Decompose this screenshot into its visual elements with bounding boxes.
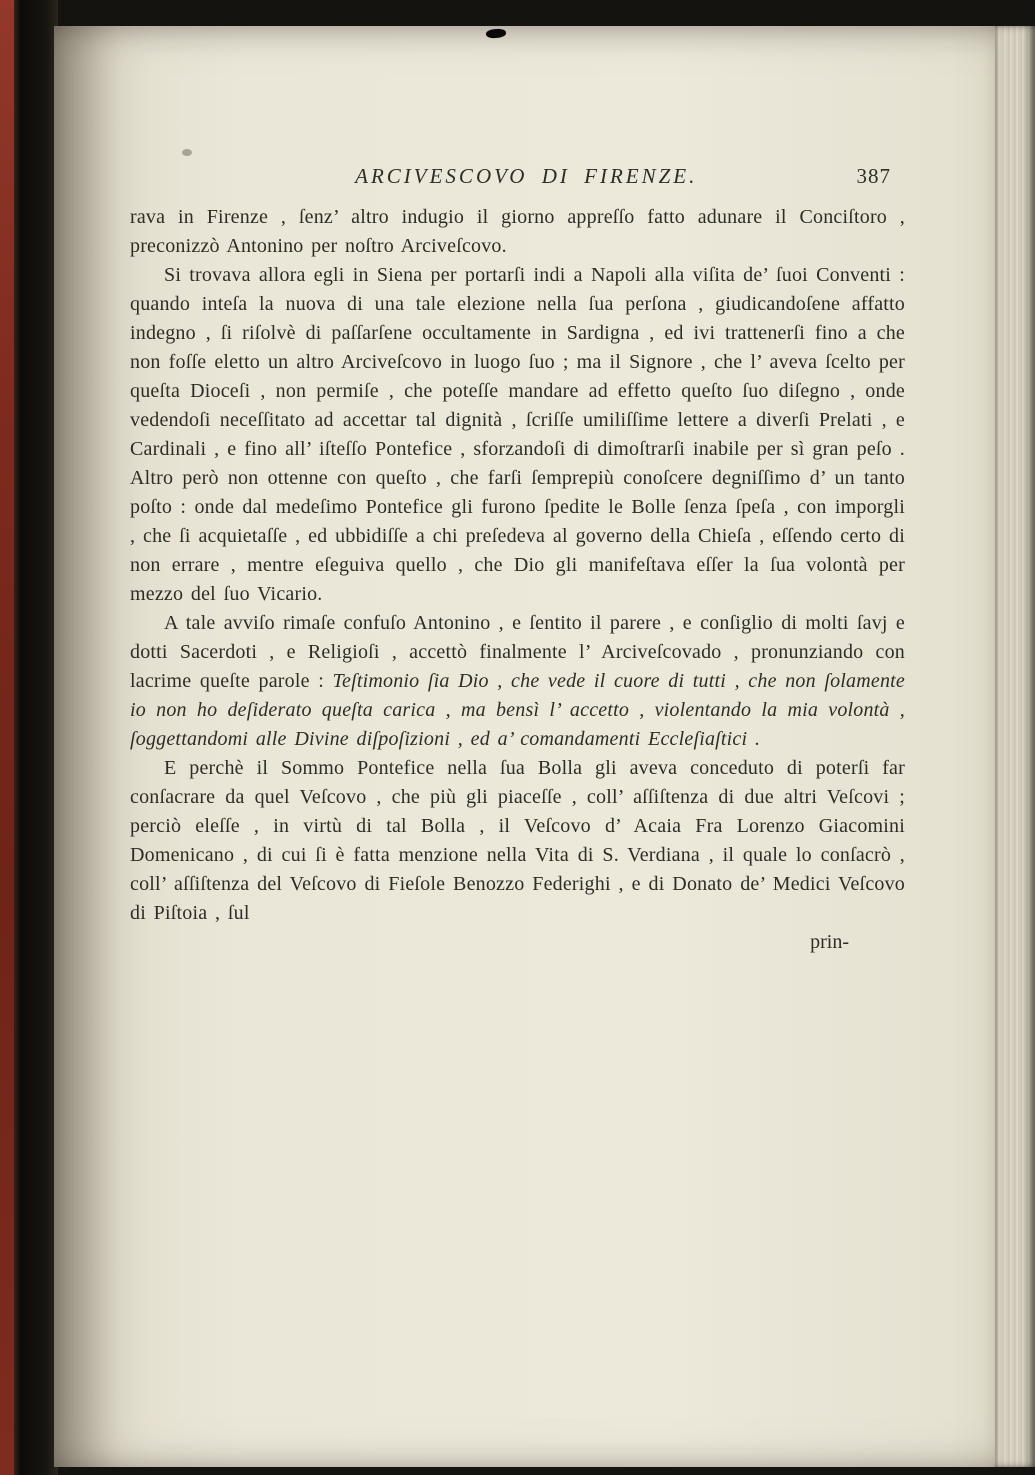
book-cover-spine [0,0,14,1475]
page-header [130,164,905,189]
paragraph [130,203,905,261]
body-text: Si trovava allora egli in Siena per portarſi indi a Napoli alla viſita de’ ſuoi Conventi : quando inteſa la nuova di una tale elezione nella ſua perſona , giudicandoſene affatto indegno , ſi riſolvè di paſſarſene occultamente in Sardigna , ed ivi trattenerſi fino a che non foſſe eletto un altro Arciveſcovo in luogo ſuo ; ma il Signore , che l’ aveva ſcelto per queſta Dioceſi , non permiſe , che poteſſe mandare ad effetto queſto ſuo diſegno , onde vedendoſi neceſſitato ad accettar tal dignità , ſcriſſe umiliſſime lettere a diverſi Prelati , e Cardinali , e fino all’ iſteſſo Pontefice , sforzandoſi di dimoſtrarſi inabile per sì gran peſo . Altro però non ottenne con queſto , che farſi ſemprepiù conoſcere degniſſimo d’ un tanto poſto : onde dal medeſimo Pontefice gli furono ſpedite le Bolle ſenza ſpeſa , con imporgli , che ſi acquietaſſe , ed ubbidiſſe a chi preſedeva al governo della Chieſa , eſſendo certo di non errare , mentre eſeguiva quello , che Dio gli manifeſtava eſſer la ſua volontà per mezzo del ſuo Vicario. [130,264,905,605]
body-text: E perchè il Sommo Pontefice nella ſua Bolla gli aveva conceduto di poterſi far conſacrare da quel Veſcovo , che più gli piaceſſe , coll’ aſſiſtenza di due altri Veſcovi ; perciò eleſſe , in virtù di tal Bolla , il Veſcovo d’ Acaia Fra Lorenzo Giacomini Domenicano , di cui ſi è fatta menzione nella Vita di S. Verdiana , il quale lo conſacrò , coll’ aſſiſtenza del Veſcovo di Fieſole Benozzo Federighi , e di Donato de’ Medici Veſcovo di Piſtoia , ſul [130,757,905,924]
binding-shadow [20,0,58,1475]
running-title: ARCIVESCOVO DI FIRENZE. [355,164,698,188]
body-text: A tale avviſo rimaſe confuſo Antonino , e ſentito il parere , e conſiglio di molti ſavj e dotti Sacerdoti , e Religioſi , accettò finalmente l’ Arciveſcovado , pronunziando con lacrime queſte parole : [130,612,905,692]
paragraph [130,754,905,928]
scan-flaw [182,149,192,156]
paragraph [130,261,905,609]
page-number: 387 [856,164,891,188]
page-scan [54,26,995,1467]
text-block [130,203,905,928]
paragraph [130,609,905,754]
page-edges [995,26,1035,1467]
page-content [130,164,905,957]
catchword: prin- [810,931,849,953]
body-text: rava in Firenze , ſenz’ altro indugio il giorno appreſſo fatto adunare il Conciſtoro , preconizzò Antonino per noſtro Arciveſcovo. [130,206,905,257]
quoted-italic-text: Teſtimonio ſia Dio , che vede il cuore di tutti , che non ſolamente io non ho deſiderato queſta carica , ma bensì l’ accetto , violentando la mia volontà , ſoggettandomi alle Divine diſpoſizioni , ed a’ comandamenti Eccleſiaſtici . [130,670,906,750]
